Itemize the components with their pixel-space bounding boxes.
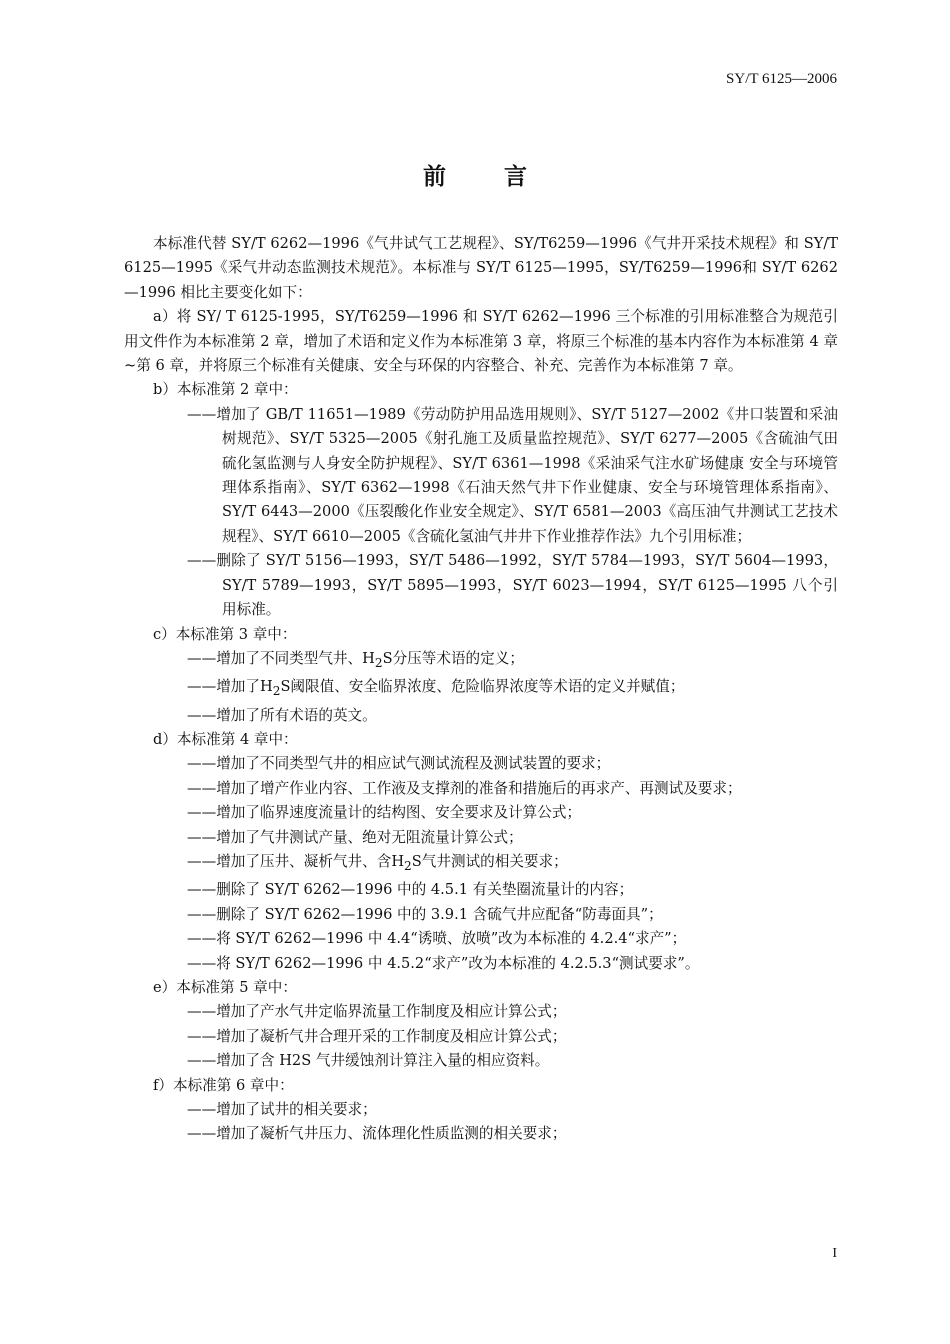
- item-e-line: ——增加了凝析气井合理开采的工作制度及相应计算公式；: [187, 1027, 567, 1045]
- item-b-line: ——删除了 SY/T 5156—1993，SY/T 5486—1992，SY/T 5784—1993，SY/T 5604—1993，SY/T 5789—1993，SY/T 5895—1993，SY/T 6023—1994，SY/T 6125—1995 八个引用标准。: [187, 552, 838, 619]
- item-d-line: ——删除了 SY/T 6262—1996 中的 3.9.1 含硫气井应配备“防毒面具”；: [187, 905, 663, 923]
- item-f-line: ——增加了试井的相关要求；: [187, 1100, 377, 1118]
- item-c-heading: c）本标准第 3 章中：: [153, 625, 297, 643]
- item-d-line: ——增加了压井、凝析气井、含$H_2S$气井测试的相关要求；: [187, 852, 568, 873]
- item-b-heading: b）本标准第 2 章中：: [153, 381, 298, 399]
- item-d-line: ——将 SY/T 6262—1996 中 4.5.2“求产”改为本标准的 4.2.5.3“测试要求”。: [187, 954, 700, 972]
- item-d-line: ——增加了不同类型气井的相应试气测试流程及测试装置的要求；: [187, 755, 611, 773]
- item-d-line: ——增加了增产作业内容、工作液及支撑剂的准备和措施后的再求产、再测试及要求；: [187, 779, 742, 797]
- item-c-line: ——增加了所有术语的英文。: [187, 706, 377, 724]
- item-f-heading: f）本标准第 6 章中：: [153, 1076, 294, 1094]
- item-e-heading: e）本标准第 5 章中：: [153, 978, 297, 996]
- item-e-line: ——增加了含 H2S 气井缓蚀剂计算注入量的相应资料。: [187, 1052, 550, 1070]
- item-d-line: ——删除了 SY/T 6262—1996 中的 4.5.1 有关垫圈流量计的内容；: [187, 881, 634, 899]
- item-d-line: ——增加了临界速度流量计的结构图、安全要求及计算公式；: [187, 804, 582, 822]
- page-title: 前言: [423, 163, 585, 190]
- item-d-line: ——增加了气井测试产量、绝对无阻流量计算公式；: [187, 828, 523, 846]
- item-e-line: ——增加了产水气井定临界流量工作制度及相应计算公式；: [187, 1003, 567, 1021]
- item-d-heading: d）本标准第 4 章中：: [153, 730, 298, 748]
- item-f-line: ——增加了凝析气井压力、流体理化性质监测的相关要求；: [187, 1125, 567, 1143]
- item-d-line: ——将 SY/T 6262—1996 中 4.4“诱喷、放喷”改为本标准的 4.2.4“求产”；: [187, 930, 687, 948]
- intro-paragraph: 本标准代替 SY/T 6262—1996《气井试气工艺规程》、SY/T6259—1996《气井开采技术规程》和 SY/T 6125—1995《采气井动态监测技术规范》。本标准与 SY/T 6125—1995，SY/T6259—1996和 SY/T 6262—1996 相比主要变化如下：: [124, 235, 838, 301]
- item-c-line: ——增加了不同类型气井、$H_2S$分压等术语的定义；: [187, 649, 524, 670]
- page-number: I: [832, 1246, 837, 1261]
- item-a: a）将 SY/ T 6125-1995，SY/T6259—1996 和 SY/T 6262—1996 三个标准的引用标准整合为规范引用文件作为本标准第 2 章，增加了术语和定义作为本标准第 3 章，将原三个标准的基本内容作为本标准第 4 章~第 6 章，并将原三个标准有关健康、安全与环保的内容整合、补充、完善作为本标准第 7 章。: [124, 308, 838, 375]
- foreword-body: [124, 232, 838, 1147]
- item-b-line: ——增加了 GB/T 11651—1989《劳动防护用品选用规则》、SY/T 5127—2002《井口装置和采油树规范》、SY/T 5325—2005《射孔施工及质量监控规范》、SY/T 6277—2005《含硫油气田硫化氢监测与人身安全防护规程》、SY/T 6361—1998《采油采气注水矿场健康 安全与环境管理体系指南》、SY/T 6362—1998《石油天然气井下作业健康、安全与环境管理体系指南》、SY/T 6443—2000《压裂酸化作业安全规定》、SY/T 6581—2003《高压油气井测试工艺技术规程》、SY/T 6610—2005《含硫化氢油气井井下作业推荐作法》九个引用标准；: [187, 405, 838, 545]
- standard-code: SY/T 6125—2006: [726, 71, 837, 87]
- item-c-line: ——增加了$H_2S$阈限值、安全临界浓度、危险临界浓度等术语的定义并赋值；: [187, 678, 685, 699]
